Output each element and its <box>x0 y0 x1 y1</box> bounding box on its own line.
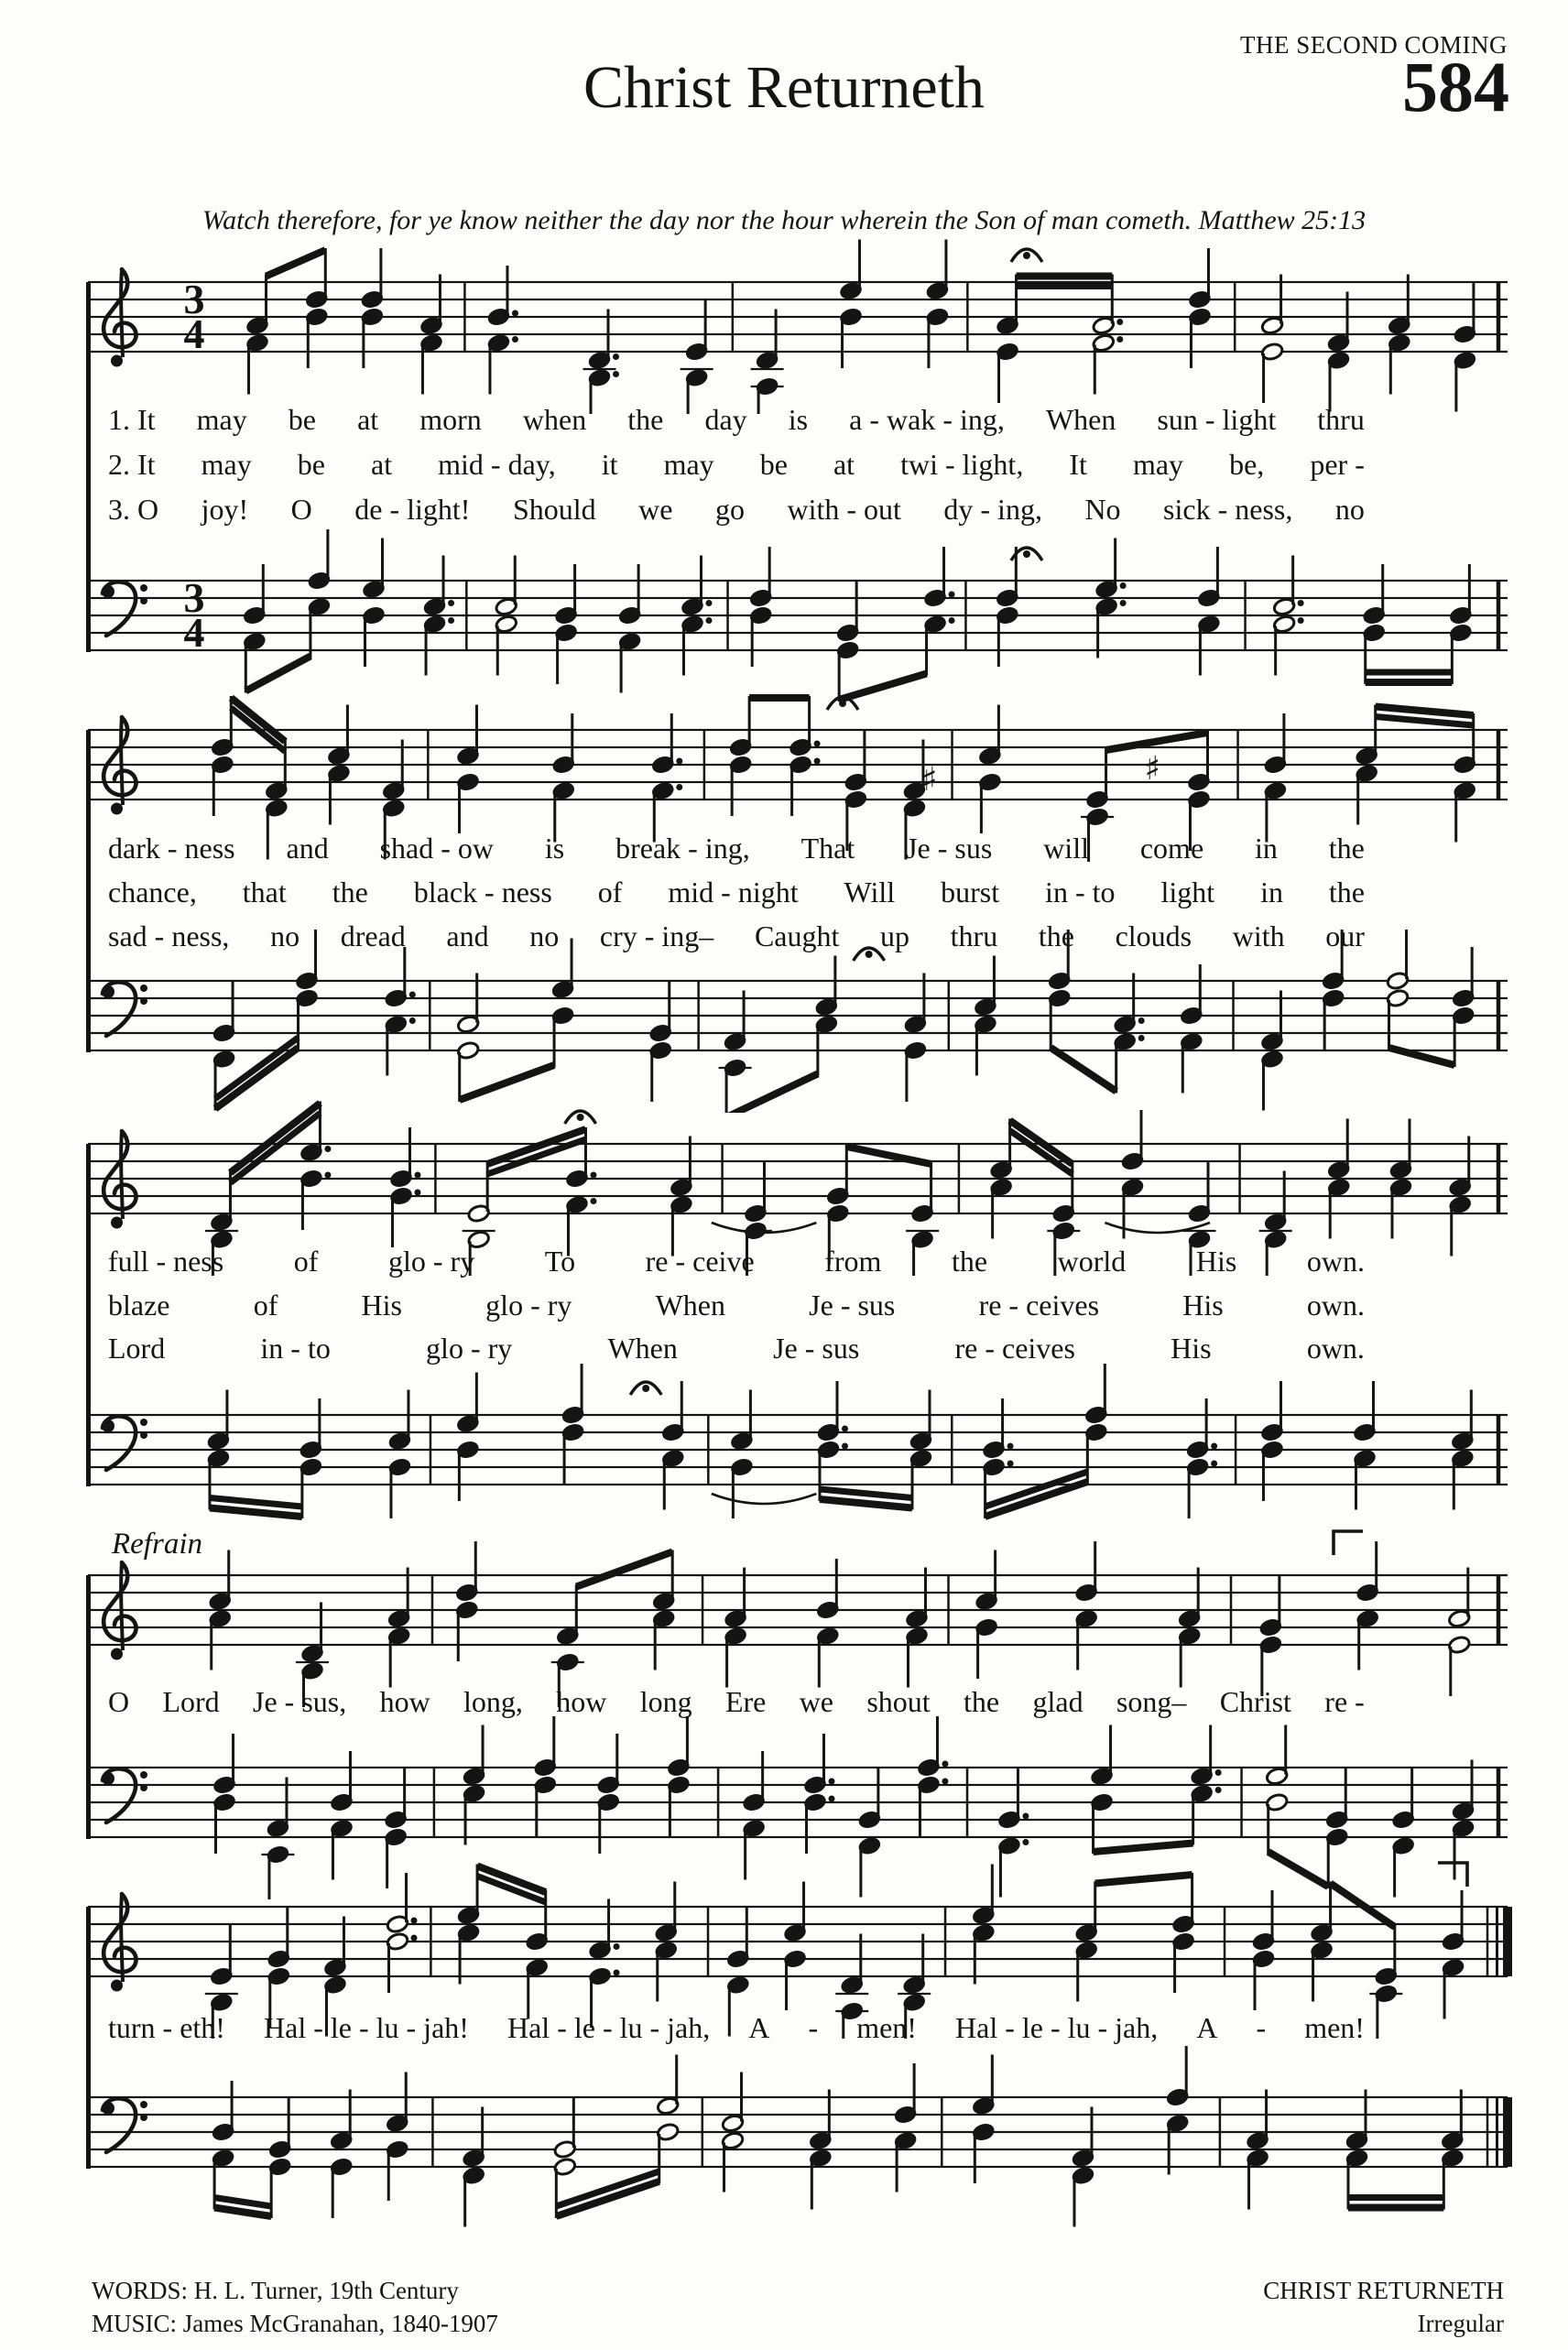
lyric-syllable: the <box>964 1685 1000 1718</box>
lyric-syllable: joy! <box>201 493 249 526</box>
verse-3-line-3 <box>108 1332 1365 1365</box>
hymn-number: 584 <box>1402 47 1509 126</box>
time-signature: 3 <box>183 276 205 322</box>
lyric-syllable: the <box>627 403 664 436</box>
lyric-syllable: be <box>759 448 788 481</box>
bass-clef-icon <box>102 2098 147 2152</box>
lyric-syllable: no <box>270 919 300 952</box>
lyric-syllable: own. <box>1306 1332 1365 1365</box>
lyric-syllable: a - wak - ing, <box>849 403 1005 436</box>
lyric-syllable: His <box>1182 1289 1224 1322</box>
lyric-syllable: 3. O <box>108 493 159 526</box>
lyric-syllable: own. <box>1306 1245 1365 1278</box>
verse-2-line-2 <box>108 876 1365 909</box>
lyric-syllable: re - ceive <box>645 1245 755 1278</box>
lyric-syllable: Hal - le - lu - jah, <box>506 2011 711 2044</box>
bass-clef-icon <box>102 1416 147 1470</box>
lyric-syllable: twi - light, <box>900 448 1024 481</box>
lyric-syllable: Je - sus <box>773 1332 860 1365</box>
lyric-syllable: men! <box>856 2011 917 2044</box>
lyric-syllable: how <box>556 1685 607 1718</box>
refrain-lyric-line <box>108 1685 1365 1719</box>
lyric-syllable: world <box>1057 1245 1127 1278</box>
lyric-syllable: with <box>1232 919 1285 952</box>
time-signature: 3 <box>183 574 205 621</box>
lyric-syllable: When <box>607 1332 678 1365</box>
lyric-syllable: full - ness <box>108 1245 224 1278</box>
staff-final-bass <box>84 2040 1519 2229</box>
final-lyric-line <box>108 2011 1365 2045</box>
lyric-syllable: break - ing, <box>615 832 750 865</box>
lyric-syllable: may <box>201 448 252 481</box>
lyric-syllable: in - to <box>260 1332 331 1365</box>
lyric-syllable: shout <box>866 1685 931 1718</box>
lyric-syllable: Should <box>512 493 596 526</box>
lyric-syllable: re - ceives <box>978 1289 1100 1322</box>
lyric-syllable: Christ <box>1219 1685 1291 1718</box>
section-header: THE SECOND COMING <box>1240 31 1508 59</box>
lyric-syllable: Je - sus <box>906 832 993 865</box>
lyric-syllable: will <box>1043 832 1089 865</box>
lyric-syllable: Ere <box>724 1685 767 1718</box>
lyric-syllable: may <box>663 448 714 481</box>
time-signature: 4 <box>183 609 205 656</box>
lyric-syllable: and <box>446 919 489 952</box>
lyric-syllable: long, <box>463 1685 523 1718</box>
lyric-syllable: no <box>529 919 560 952</box>
lyric-syllable: is <box>788 403 809 436</box>
lyric-syllable: clouds <box>1115 919 1192 952</box>
lyric-syllable: re - <box>1324 1685 1365 1718</box>
staff-system-1-treble <box>84 225 1519 414</box>
lyric-syllable: in - to <box>1045 876 1116 908</box>
lyric-syllable: the <box>332 876 368 908</box>
lyric-syllable: be, <box>1229 448 1265 481</box>
lyric-syllable: cry - ing– <box>599 919 714 952</box>
sharp-icon: ♯ <box>920 760 938 799</box>
sharp-icon: ♯ <box>1144 749 1160 788</box>
lyric-syllable: of <box>293 1245 319 1278</box>
lyric-syllable: sick - ness, <box>1163 493 1293 526</box>
footer-music-credit: MUSIC: James McGranahan, 1840-1907 <box>92 2310 498 2337</box>
lyric-syllable: - <box>808 2011 819 2044</box>
lyric-syllable: Caught <box>754 919 840 952</box>
lyric-syllable: thru <box>950 919 998 952</box>
bass-clef-icon <box>102 582 147 636</box>
lyric-syllable: Je - sus <box>809 1289 896 1322</box>
lyric-syllable: may <box>196 403 247 436</box>
lyric-syllable: chance, <box>108 876 197 908</box>
fermata-icon <box>565 1111 596 1124</box>
lyric-syllable: Will <box>844 876 896 908</box>
lyric-syllable: of <box>597 876 623 908</box>
verse-2-line-1 <box>108 448 1365 482</box>
lyric-syllable: A <box>1196 2011 1218 2044</box>
lyric-syllable: 2. It <box>108 448 156 481</box>
lyric-syllable: at <box>357 403 379 436</box>
lyric-syllable: That <box>800 832 855 865</box>
staff-refrain-treble <box>84 1518 1519 1707</box>
lyric-syllable: be <box>288 403 316 436</box>
lyric-syllable: glo - ry <box>387 1245 475 1278</box>
lyric-syllable: When <box>655 1289 725 1322</box>
lyric-syllable: thru <box>1317 403 1365 436</box>
lyric-syllable: in <box>1255 832 1278 865</box>
lyric-syllable: the <box>1328 876 1365 908</box>
lyric-syllable: in <box>1260 876 1283 908</box>
refrain-label: Refrain <box>112 1528 202 1561</box>
lyric-syllable: it <box>601 448 618 481</box>
lyric-syllable: at <box>370 448 393 481</box>
fermata-icon <box>1011 249 1042 262</box>
lyric-syllable: we <box>799 1685 833 1718</box>
lyric-syllable: shad - ow <box>379 832 494 865</box>
lyric-syllable: glo - ry <box>485 1289 572 1322</box>
lyric-syllable: O <box>290 493 312 526</box>
lyric-syllable: is <box>544 832 565 865</box>
lyric-syllable: mid - day, <box>438 448 556 481</box>
lyric-syllable: No <box>1084 493 1121 526</box>
lyric-syllable: Hal - le - lu - jah, <box>955 2011 1159 2044</box>
lyric-syllable: glo - ry <box>426 1332 513 1365</box>
lyric-syllable: glad <box>1032 1685 1083 1718</box>
lyric-syllable: Hal - le - lu - jah! <box>264 2011 469 2044</box>
footer-meter: Irregular <box>1417 2310 1504 2337</box>
fermata-icon <box>630 1382 661 1395</box>
lyric-syllable: blaze <box>108 1289 170 1322</box>
fermata-icon <box>827 697 858 710</box>
lyric-syllable: burst <box>941 876 1000 908</box>
lyric-syllable: that <box>242 876 287 908</box>
lyric-syllable: de - light! <box>354 493 471 526</box>
lyric-syllable: we <box>638 493 673 526</box>
scripture-epigraph: Watch therefore, for ye know neither the day nor the hour wherein the Son of man cometh. Matthew 25:13 <box>201 205 1367 235</box>
lyric-syllable: the <box>951 1245 988 1278</box>
lyric-syllable: His <box>361 1289 402 1322</box>
footer-words-credit: WORDS: H. L. Turner, 19th Century <box>92 2277 459 2304</box>
lyric-syllable: be <box>297 448 325 481</box>
lyric-syllable: come <box>1139 832 1204 865</box>
verse-3-line-1 <box>108 493 1365 527</box>
lyric-syllable: mid - night <box>668 876 799 908</box>
lyric-syllable: turn - eth! <box>108 2011 225 2044</box>
lyric-syllable: Lord <box>108 1332 166 1365</box>
lyric-syllable: His <box>1171 1332 1212 1365</box>
lyric-syllable: To <box>544 1245 576 1278</box>
lyric-syllable: When <box>1045 403 1116 436</box>
lyric-syllable: own. <box>1306 1289 1365 1322</box>
lyric-syllable: sun - light <box>1157 403 1277 436</box>
verse-1-line-2 <box>108 832 1365 865</box>
bass-clef-icon <box>102 1768 147 1822</box>
footer-tune-name: CHRIST RETURNETH <box>1263 2277 1504 2304</box>
lyric-syllable: when <box>522 403 587 436</box>
ending-bracket-icon <box>1438 1863 1467 1887</box>
verse-1-line-3 <box>108 1245 1365 1278</box>
lyric-syllable: men! <box>1304 2011 1365 2044</box>
lyric-syllable: re - ceives <box>954 1332 1075 1365</box>
lyric-syllable: the <box>1038 919 1074 952</box>
slur-icon <box>712 1494 817 1504</box>
lyric-syllable: His <box>1195 1245 1237 1278</box>
lyric-syllable: black - ness <box>413 876 552 908</box>
lyric-syllable: may <box>1132 448 1184 481</box>
lyric-syllable: sad - ness, <box>108 919 230 952</box>
lyric-syllable: A <box>748 2011 770 2044</box>
lyric-syllable: dread <box>340 919 406 952</box>
lyric-syllable: long <box>639 1685 692 1718</box>
lyric-syllable: day <box>704 403 747 436</box>
lyric-syllable: from <box>824 1245 882 1278</box>
lyric-syllable: the <box>1328 832 1365 865</box>
lyric-syllable: and <box>286 832 329 865</box>
lyric-syllable: per - <box>1310 448 1365 481</box>
lyric-syllable: dark - ness <box>108 832 235 865</box>
verse-3-line-2 <box>108 919 1365 953</box>
time-signature: 4 <box>183 310 205 357</box>
lyric-syllable: - <box>1256 2011 1267 2044</box>
lyric-syllable: at <box>833 448 855 481</box>
lyric-syllable: Lord <box>162 1685 220 1718</box>
lyric-syllable: dy - ing, <box>943 493 1042 526</box>
lyric-syllable: how <box>379 1685 430 1718</box>
bass-clef-icon <box>102 982 147 1036</box>
verse-1-line-1 <box>108 403 1365 437</box>
lyric-syllable: no <box>1334 493 1365 526</box>
lyric-syllable: with - out <box>787 493 901 526</box>
lyric-syllable: light <box>1160 876 1215 908</box>
lyric-syllable: go <box>714 493 745 526</box>
lyric-syllable: O <box>108 1685 130 1718</box>
lyric-syllable: our <box>1325 919 1365 952</box>
lyric-syllable: of <box>253 1289 278 1322</box>
lyric-syllable: Je - sus, <box>253 1685 347 1718</box>
lyric-syllable: up <box>880 919 910 952</box>
lyric-syllable: song– <box>1116 1685 1187 1718</box>
lyric-syllable: It <box>1069 448 1087 481</box>
ending-bracket-icon <box>1334 1531 1363 1555</box>
verse-2-line-3 <box>108 1289 1365 1322</box>
lyric-syllable: 1. It <box>108 403 156 436</box>
hymn-title: Christ Returneth <box>583 54 985 121</box>
lyric-syllable: morn <box>419 403 482 436</box>
